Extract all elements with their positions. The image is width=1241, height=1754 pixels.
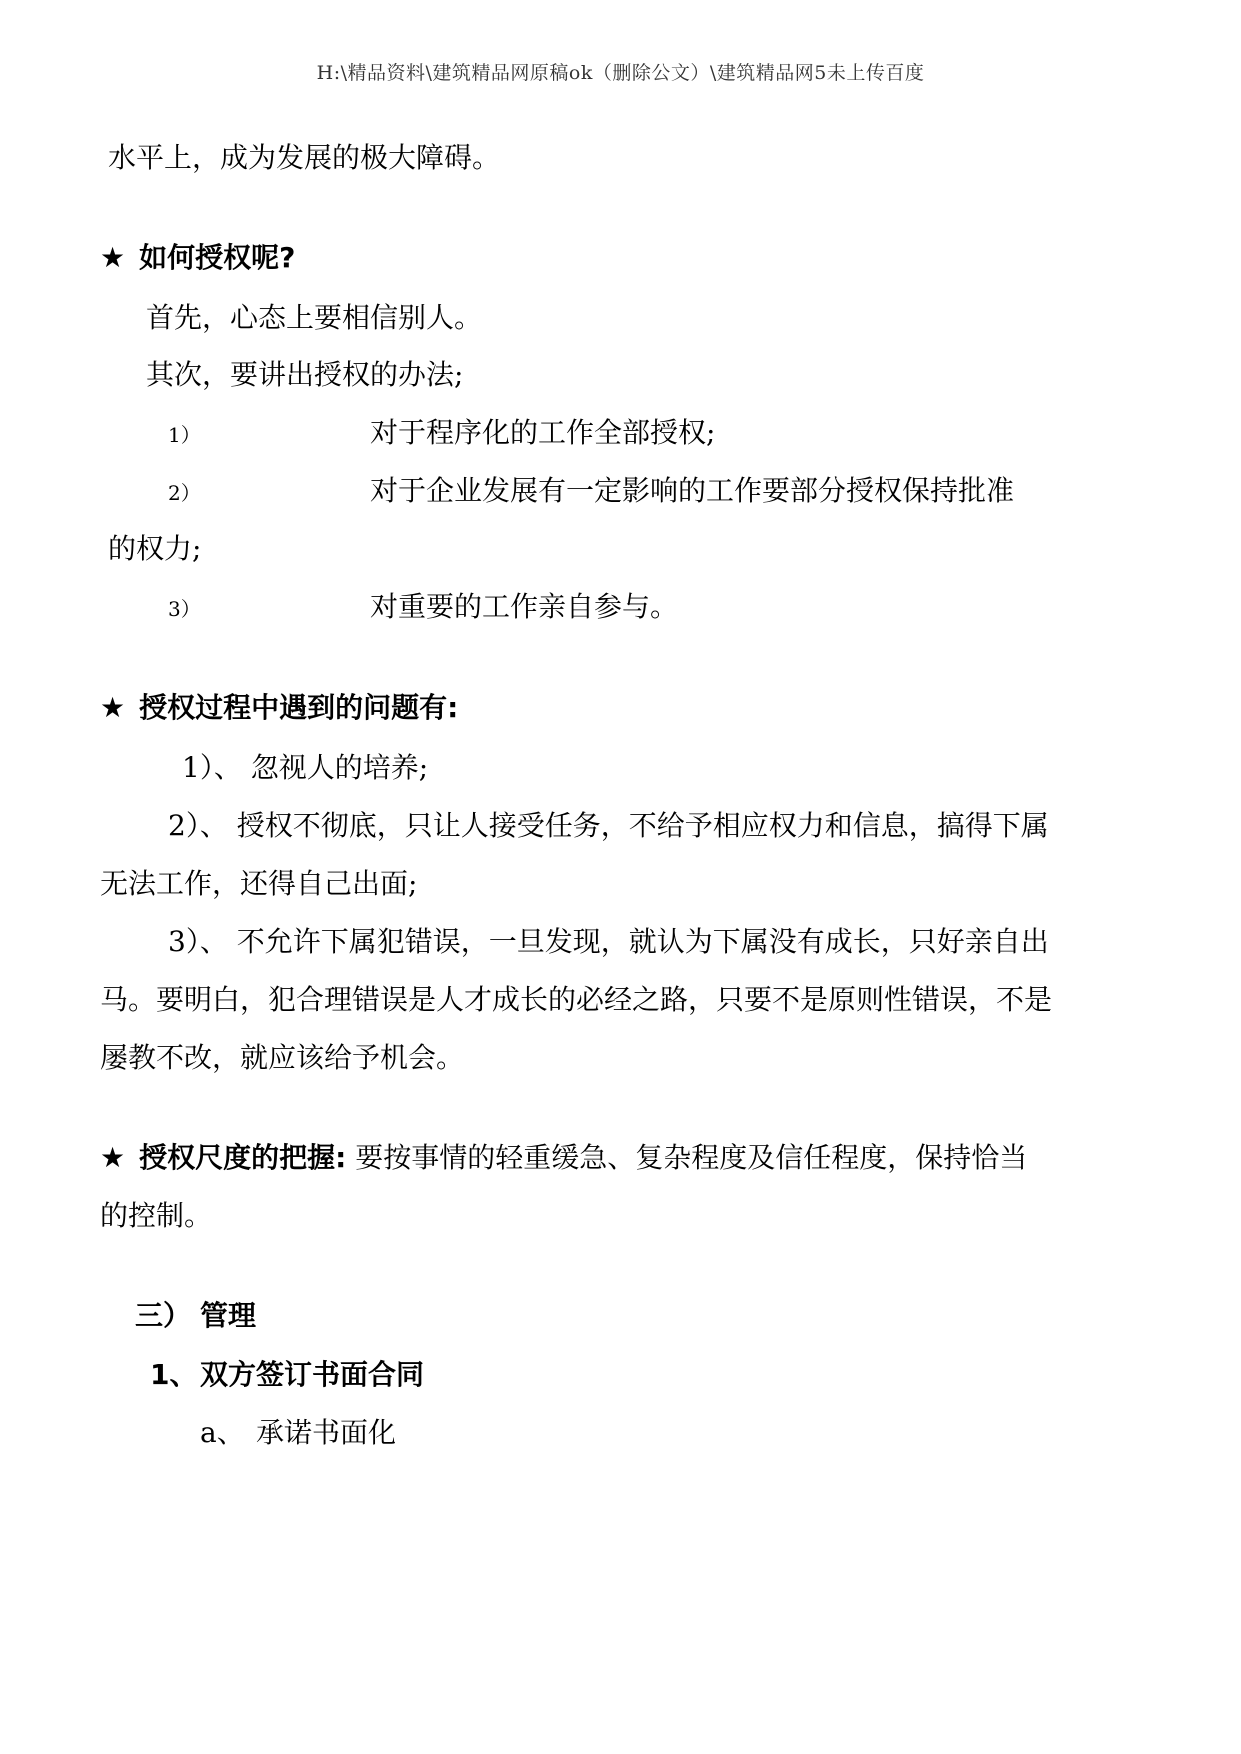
star-icon: ★ [100,1141,126,1174]
section-text: 要按事情的轻重缓急、复杂程度及信任程度，保持恰当 [355,1141,1028,1174]
star-icon: ★ [100,241,126,274]
list-item [168,589,201,627]
list-item-number: 3） [168,597,201,621]
list-item-text: 对于程序化的工作全部授权; [370,416,716,449]
paragraph-line: 水平上，成为发展的极大障碍。 [108,141,501,174]
subsection-number: 1、 [150,1358,198,1391]
list-item-text: 对重要的工作亲自参与。 [370,590,679,623]
list-item-number: 2） [168,481,201,505]
list-item: 3）、 不允许下属犯错误，一旦发现，就认为下属没有成长，只好亲自出 [168,925,1049,958]
list-item [168,415,201,453]
star-icon: ★ [100,691,126,724]
section-title: 管理 [200,1299,257,1332]
list-item [168,473,201,511]
list-item-number: a、 [200,1416,245,1449]
list-item-text: 对于企业发展有一定影响的工作要部分授权保持批准 [370,474,1015,507]
paragraph-line: 无法工作，还得自己出面; [100,867,418,900]
paragraph-line: 的控制。 [100,1199,213,1232]
list-item-text: 承诺书面化 [256,1416,397,1449]
section-heading [100,240,295,276]
paragraph-line: 首先，心态上要相信别人。 [146,301,483,334]
section-title: 授权尺度的把握: [139,1141,347,1174]
page-header-path: H:\精品资料\建筑精品网原稿ok（删除公文）\建筑精品网5未上传百度 [316,62,925,84]
paragraph-line: 屡教不改，就应该给予机会。 [100,1041,465,1074]
paragraph-line: 马。要明白，犯合理错误是人才成长的必经之路，只要不是原则性错误，不是 [100,983,1053,1016]
section-heading [100,1140,1027,1176]
section-number: 三） [135,1299,192,1332]
list-item: 2）、 授权不彻底，只让人接受任务，不给予相应权力和信息，搞得下属 [168,809,1049,842]
paragraph-line: 其次，要讲出授权的办法; [146,358,464,391]
list-item: 1）、 忽视人的培养; [182,751,429,784]
list-item-number: 1） [168,423,201,447]
section-title: 授权过程中遇到的问题有: [139,691,459,724]
subsection-title: 双方签订书面合同 [200,1358,425,1391]
section-heading [100,690,458,726]
section-title: 如何授权呢? [139,241,296,274]
paragraph-line: 的权力; [108,532,202,565]
